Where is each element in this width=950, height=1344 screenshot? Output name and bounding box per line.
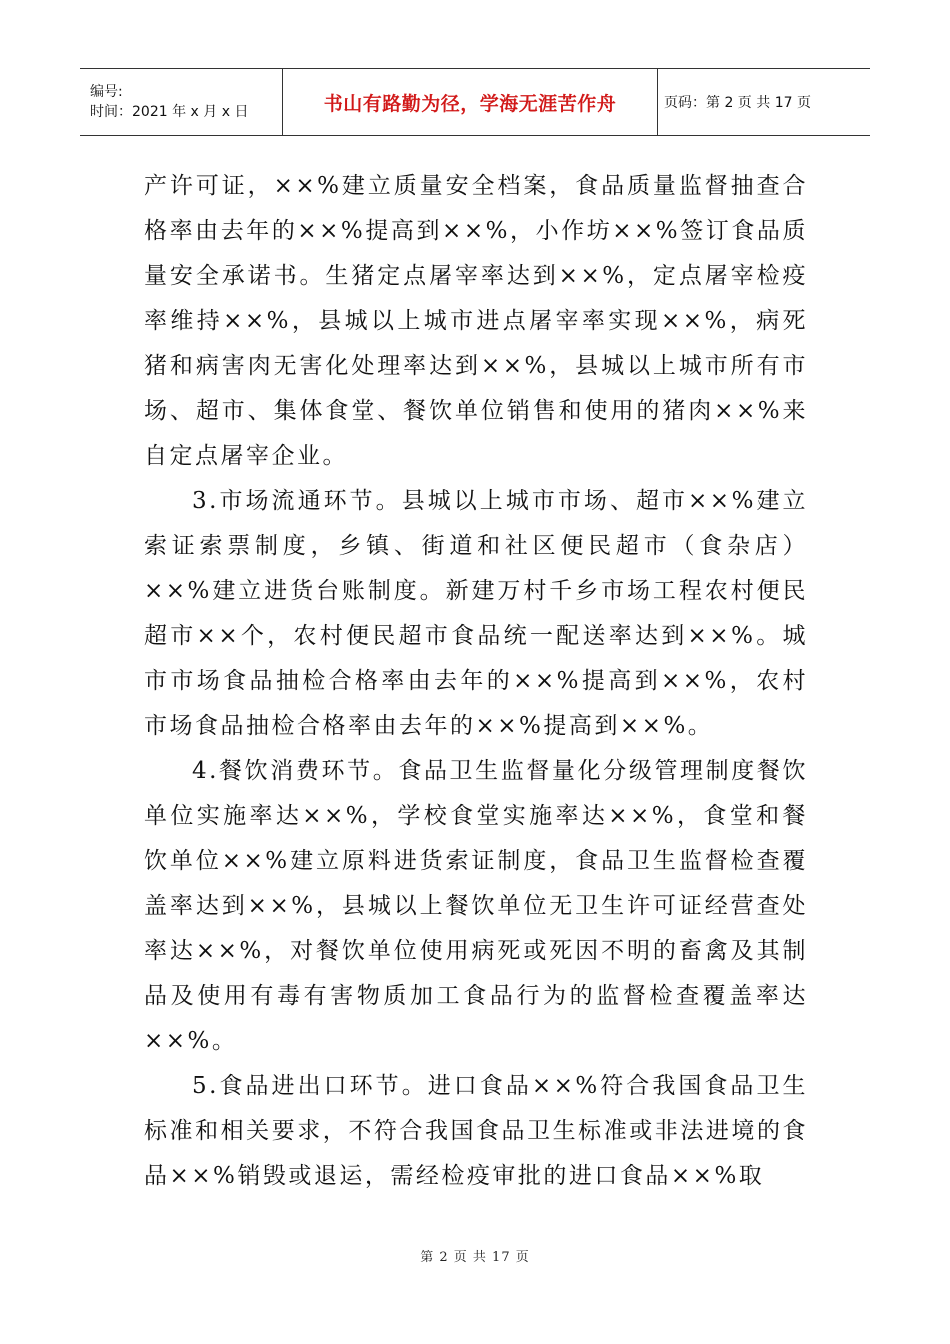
- paragraph-market-circulation: 3.市场流通环节。县城以上城市市场、超市××%建立索证索票制度，乡镇、街道和社区便民超市（食杂店）××%建立进货台账制度。新建万村千乡市场工程农村便民超市××个，农村便民超市食品统一配送率达到××%。城市市场食品抽检合格率由去年的××%提高到××%，农村市场食品抽检合格率由去年的××%提高到××%。: [144, 488, 808, 739]
- header-motto: 书山有路勤为径，学海无涯苦作舟: [323, 92, 617, 115]
- paragraph-continuation: 产许可证，××%建立质量安全档案，食品质量监督抽查合格率由去年的××%提高到××%，小作坊××%签订食品质量安全承诺书。生猪定点屠宰率达到××%，定点屠宰检疫率维持××%，县城以上城市进点屠宰率实现××%，病死猪和病害肉无害化处理率达到××%，县城以上城市所有市场、超市、集体食堂、餐饮单位销售和使用的猪肉××%来自定点屠宰企业。: [144, 173, 808, 469]
- paragraph-import-export: 5.食品进出口环节。进口食品××%符合我国食品卫生标准和相关要求，不符合我国食品卫生标准或非法进境的食品××%销毁或退运，需经检疫审批的进口食品××%取: [144, 1073, 808, 1189]
- document-body: [144, 164, 808, 1199]
- header-motto-cell: [283, 69, 658, 135]
- document-time: 时间：2021 年 x 月 x 日: [90, 104, 249, 120]
- paragraph-catering: 4.餐饮消费环节。食品卫生监督量化分级管理制度餐饮单位实施率达××%，学校食堂实施率达××%，食堂和餐饮单位××%建立原料进货索证制度，食品卫生监督检查覆盖率达到××%，县城以上餐饮单位无卫生许可证经营查处率达××%，对餐饮单位使用病死或死因不明的畜禽及其制品及使用有毒有害物质加工食品行为的监督检查覆盖率达××%。: [144, 758, 808, 1054]
- header-page-cell: [658, 69, 870, 135]
- document-number-label: 编号:: [90, 84, 123, 100]
- header-meta: [80, 69, 283, 135]
- page-header: [80, 68, 870, 136]
- header-page-code: 页码：第 2 页 共 17 页: [664, 95, 811, 111]
- page-footer: [0, 1246, 950, 1265]
- footer-page-number: 第 2 页 共 17 页: [420, 1250, 530, 1265]
